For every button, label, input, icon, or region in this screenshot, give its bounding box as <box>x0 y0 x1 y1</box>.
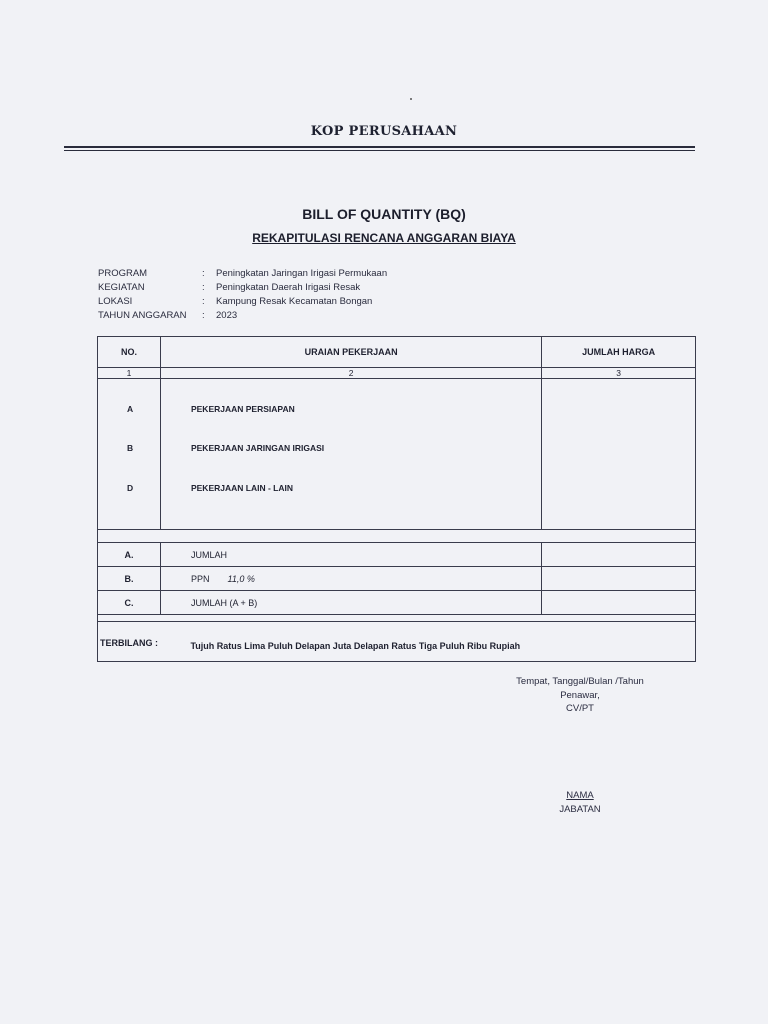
info-label: TAHUN ANGGARAN <box>98 310 187 321</box>
document-subtitle-text: REKAPITULASI RENCANA ANGGARAN BIAYA <box>252 231 516 245</box>
separator-row <box>98 530 696 543</box>
item-desc: PEKERJAAN JARINGAN IRIGASI <box>190 443 325 453</box>
item-desc: PEKERJAAN LAIN - LAIN <box>190 483 293 493</box>
work-items-desc-list <box>161 379 541 529</box>
summary-amount <box>542 543 696 567</box>
info-row-tahun <box>98 309 387 323</box>
terbilang-label: TERBILANG : <box>98 622 161 662</box>
separator-cell <box>98 530 696 543</box>
item-no: A <box>127 404 134 414</box>
letterhead-rule-thick <box>64 146 695 148</box>
header-jumlah: JUMLAH HARGA <box>542 337 696 368</box>
header-no: NO. <box>98 337 161 368</box>
info-label: PROGRAM <box>98 268 148 279</box>
work-items-no-list <box>98 379 160 529</box>
info-row-program <box>98 267 387 281</box>
letterhead-rule-thin <box>64 150 695 151</box>
terbilang-row <box>98 622 696 662</box>
gap-cell <box>98 615 696 622</box>
terbilang-text: Tujuh Ratus Lima Puluh Delapan Juta Delapan Ratus Tiga Puluh Ribu Rupiah <box>160 622 695 662</box>
summary-no: A. <box>98 543 161 567</box>
item-no: B <box>127 443 134 453</box>
summary-no: C. <box>98 591 161 615</box>
ppn-rate: 11,0 % <box>227 573 255 584</box>
info-colon: : <box>202 310 205 321</box>
signer-role: Penawar, <box>560 689 600 701</box>
signature-block <box>490 675 670 716</box>
header-uraian: URAIAN PEKERJAAN <box>160 337 541 368</box>
document-title: BILL OF QUANTITY (BQ) <box>302 206 466 222</box>
summary-desc: JUMLAH (A + B) <box>160 591 541 615</box>
summary-amount <box>542 591 696 615</box>
info-label: LOKASI <box>98 296 133 307</box>
place-date: Tempat, Tanggal/Bulan /Tahun <box>516 676 644 687</box>
company-letterhead: KOP PERUSAHAAN <box>310 124 458 139</box>
table-header-row <box>98 337 696 368</box>
work-items-no-cell <box>98 379 161 530</box>
column-number: 3 <box>542 368 696 379</box>
info-value: 2023 <box>216 310 238 321</box>
summary-no: B. <box>98 567 161 591</box>
column-number-row <box>98 368 696 379</box>
item-desc: PEKERJAAN PERSIAPAN <box>190 404 295 414</box>
signer-position: JABATAN <box>559 803 601 815</box>
document-subtitle <box>0 231 768 245</box>
item-no: D <box>127 483 134 493</box>
column-number: 1 <box>98 368 161 379</box>
work-items-desc-cell <box>160 379 541 530</box>
info-colon: : <box>202 268 205 279</box>
signer-company: CV/PT <box>566 703 594 714</box>
project-info <box>98 267 387 323</box>
info-value: Peningkatan Daerah Irigasi Resak <box>216 282 361 293</box>
summary-row-jumlah <box>98 543 696 567</box>
info-value: Kampung Resak Kecamatan Bongan <box>216 296 373 307</box>
info-label: KEGIATAN <box>98 282 145 293</box>
summary-row-ppn <box>98 567 696 591</box>
info-colon: : <box>202 282 205 293</box>
boq-table <box>97 336 696 662</box>
summary-row-total <box>98 591 696 615</box>
summary-desc-ppn <box>160 567 541 591</box>
signer-name: NAMA <box>566 790 594 801</box>
summary-desc: PPN <box>190 573 210 584</box>
summary-desc: JUMLAH <box>160 543 541 567</box>
info-row-kegiatan <box>98 281 387 295</box>
info-value: Peningkatan Jaringan Irigasi Permukaan <box>216 268 388 279</box>
scan-speck <box>410 98 412 100</box>
info-colon: : <box>202 296 205 307</box>
work-items-amount-cell <box>542 379 696 530</box>
column-number: 2 <box>160 368 541 379</box>
work-items-row <box>98 379 696 530</box>
info-row-lokasi <box>98 295 387 309</box>
summary-amount <box>542 567 696 591</box>
gap-row <box>98 615 696 622</box>
signer-name-block <box>490 789 670 816</box>
